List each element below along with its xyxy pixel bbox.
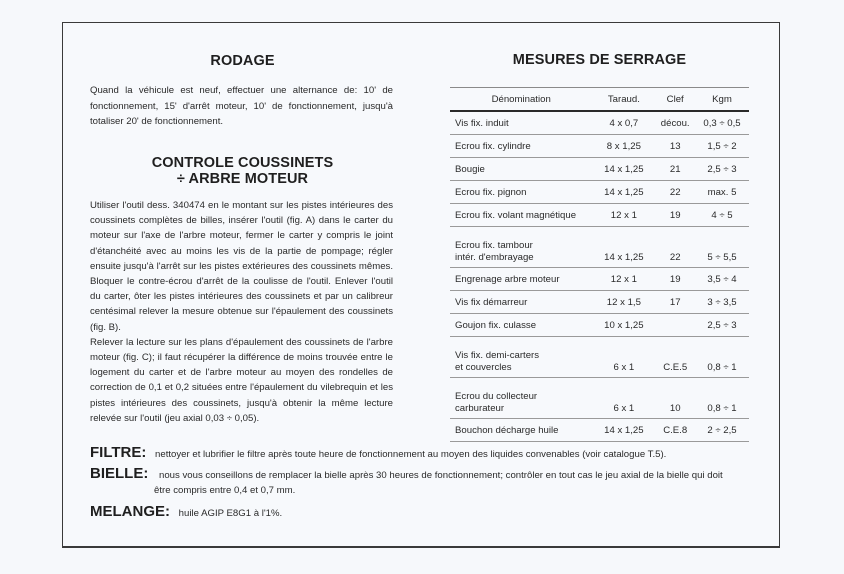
filtre-text: nettoyer et lubrifier le filtre après toute heure de fonctionnement au moyen des liquides convenables (voir catalogue T.5). — [155, 449, 667, 460]
table-row — [450, 291, 749, 314]
rodage-title: RODAGE — [210, 53, 275, 69]
cell-kgm: 2,5 ÷ 3 — [695, 314, 749, 337]
melange-text: huile AGIP E8G1 à l'1%. — [178, 508, 283, 519]
cell-denomination — [450, 419, 592, 442]
note-filtre — [90, 444, 666, 461]
header-clef: Clef — [655, 88, 695, 112]
cell-kgm: 3 ÷ 3,5 — [695, 291, 749, 314]
cell-kgm: 4 ÷ 5 — [695, 204, 749, 227]
cell-denomination — [450, 181, 592, 204]
cell-clef: 22 — [655, 227, 695, 268]
cell-taraud: 12 x 1 — [592, 204, 655, 227]
denomination-line2: intér. d'embrayage — [455, 251, 534, 263]
cell-kgm: 5 ÷ 5,5 — [695, 227, 749, 268]
cell-taraud: 14 x 1,25 — [592, 419, 655, 442]
cell-taraud: 4 x 0,7 — [592, 111, 655, 135]
table-row — [450, 181, 749, 204]
denomination-line1: Ecrou fix. tambour — [455, 240, 533, 251]
denomination-line1: Bougie — [455, 163, 485, 175]
bielle-text-line2: être compris entre 0,4 et 0,7 mm. — [154, 485, 296, 496]
controle-title-line2: ÷ ARBRE MOTEUR — [176, 171, 309, 187]
cell-kgm: 0,8 ÷ 1 — [695, 378, 749, 419]
denomination-line1: Ecrou fix. pignon — [455, 186, 527, 198]
cell-kgm: 2,5 ÷ 3 — [695, 158, 749, 181]
controle-paragraph-1: Utiliser l'outil dess. 340474 en le montant sur les pistes intérieures des coussinets complètes de billes, insérer l'outil (fig. A) dans le carter du moteur sur l'axe de l'arbre moteur, fermer le carter y compris le joint d'étanchéité avec au moins les vis de la partie de pompage; régler ensuite jusqu'à l'arrêt sur les pistes extérieures des coussinets mêmes. Bloquer le contre-écrou d'arrêt de la coulisse de l'outil. Enlever l'outil du carter, ôter les pistes intérieures des coussinets et par un calibreur centésimal relever la mesure obtenue sur l'épaulement des coussinets (fig. B). — [90, 200, 393, 333]
denomination-line1: Ecrou du collecteur — [455, 391, 538, 402]
bielle-label: BIELLE: — [90, 465, 149, 482]
denomination-line1: Engrenage arbre moteur — [455, 273, 560, 285]
melange-label: MELANGE: — [90, 503, 170, 520]
controle-paragraph-2: Relever la lecture sur les plans d'épaulement des coussinets de l'arbre moteur (fig. C); il faut récupérer la différence de moins trouvée entre le logement du carter et de l'arbre moteur au moyen des rondelles de correction de 0,1 et 0,2 situées entre l'épaulement du vilebrequin et les pistes intérieures des coussinets, jusqu'à obtenir la même lecture relevée sur l'outil (jeu axial 0,03 ÷ 0,05). — [90, 336, 393, 424]
cell-clef: 17 — [655, 291, 695, 314]
cell-taraud: 14 x 1,25 — [592, 227, 655, 268]
filtre-label: FILTRE: — [90, 444, 147, 461]
cell-denomination — [450, 204, 592, 227]
cell-denomination — [450, 291, 592, 314]
header-taraud: Taraud. — [592, 88, 655, 112]
denomination-line2: carburateur — [455, 402, 505, 414]
cell-kgm: 1,5 ÷ 2 — [695, 135, 749, 158]
controle-text — [90, 198, 393, 426]
table-row — [450, 314, 749, 337]
cell-denomination — [450, 268, 592, 291]
cell-denomination — [450, 135, 592, 158]
cell-taraud: 12 x 1 — [592, 268, 655, 291]
note-melange — [90, 503, 282, 520]
table-row — [450, 268, 749, 291]
cell-denomination — [450, 158, 592, 181]
cell-taraud: 10 x 1,25 — [592, 314, 655, 337]
table-row — [450, 419, 749, 442]
table-row — [450, 135, 749, 158]
note-bielle — [90, 465, 723, 482]
cell-clef: 19 — [655, 268, 695, 291]
serrage-table — [450, 87, 749, 442]
cell-taraud: 14 x 1,25 — [592, 158, 655, 181]
cell-denomination — [450, 378, 592, 419]
cell-denomination — [450, 337, 592, 378]
cell-denomination — [450, 314, 592, 337]
cell-kgm: 2 ÷ 2,5 — [695, 419, 749, 442]
controle-title — [90, 155, 395, 187]
denomination-line1: Vis fix démarreur — [455, 296, 528, 308]
table-row — [450, 158, 749, 181]
cell-kgm: 3,5 ÷ 4 — [695, 268, 749, 291]
cell-clef: C.E.5 — [655, 337, 695, 378]
cell-clef: 10 — [655, 378, 695, 419]
cell-denomination — [450, 227, 592, 268]
table-row — [450, 378, 749, 419]
denomination-line1: Vis fix. demi-carters — [455, 350, 540, 361]
cell-taraud: 12 x 1,5 — [592, 291, 655, 314]
cell-clef: 13 — [655, 135, 695, 158]
cell-kgm: 0,3 ÷ 0,5 — [695, 111, 749, 135]
cell-taraud: 6 x 1 — [592, 337, 655, 378]
rodage-text — [90, 83, 393, 130]
cell-clef: 22 — [655, 181, 695, 204]
cell-denomination — [450, 111, 592, 135]
cell-clef: C.E.8 — [655, 419, 695, 442]
controle-title-line1: CONTROLE COUSSINETS — [151, 155, 334, 171]
cell-taraud: 8 x 1,25 — [592, 135, 655, 158]
cell-clef: décou. — [655, 111, 695, 135]
denomination-line2: et couvercles — [455, 361, 512, 373]
cell-clef — [655, 314, 695, 337]
rodage-paragraph: Quand la véhicule est neuf, effectuer une alternance de: 10' de fonctionnement, 15' d'arrêt moteur, 10' de fonctionnement, jusqu'à totaliser 20' de fonctionnement. — [90, 85, 393, 127]
denomination-line1: Goujon fix. culasse — [455, 319, 537, 331]
denomination-line1: Ecrou fix. cylindre — [455, 140, 531, 152]
cell-clef: 21 — [655, 158, 695, 181]
header-kgm: Kgm — [695, 88, 749, 112]
table-row — [450, 204, 749, 227]
table-row — [450, 227, 749, 268]
table-row — [450, 111, 749, 135]
denomination-line1: Vis fix. induit — [455, 117, 509, 129]
cell-taraud: 14 x 1,25 — [592, 181, 655, 204]
header-denomination: Dénomination — [450, 88, 592, 112]
table-row — [450, 337, 749, 378]
bielle-text-line1: nous vous conseillons de remplacer la bielle après 30 heures de fonctionnement; contrôler en tout cas le jeu axial de la bielle qui doit — [159, 470, 723, 481]
serrage-title: MESURES DE SERRAGE — [512, 52, 687, 68]
cell-kgm: max. 5 — [695, 181, 749, 204]
denomination-line1: Bouchon décharge huile — [455, 424, 559, 436]
table-header-row — [450, 88, 749, 112]
cell-clef: 19 — [655, 204, 695, 227]
cell-taraud: 6 x 1 — [592, 378, 655, 419]
cell-kgm: 0,8 ÷ 1 — [695, 337, 749, 378]
denomination-line1: Ecrou fix. volant magnétique — [455, 209, 577, 221]
